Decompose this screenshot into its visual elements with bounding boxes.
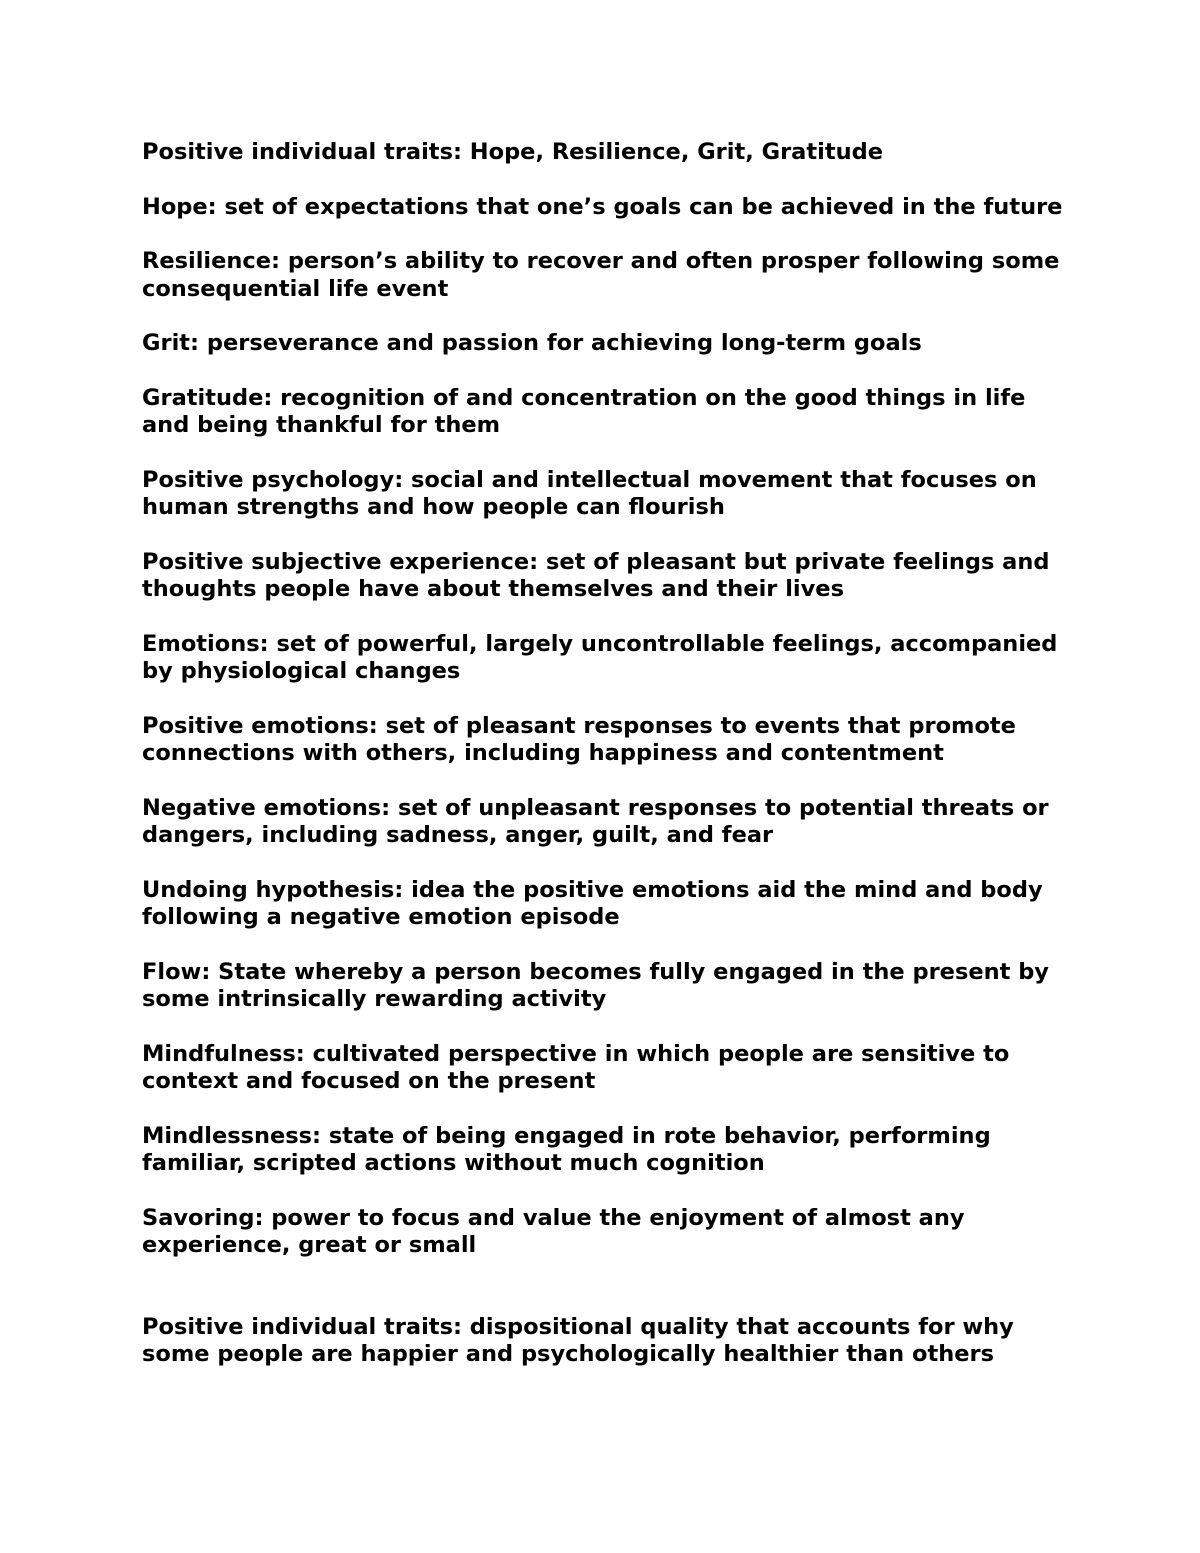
paragraph-gratitude: Gratitude: recognition of and concentration on the good things in life and being thankful for them	[142, 384, 1026, 438]
paragraph-positive-individual-traits-list: Positive individual traits: Hope, Resilience, Grit, Gratitude	[142, 139, 883, 165]
paragraph-positive-emotions: Positive emotions: set of pleasant responses to events that promote connections with others, including happiness and contentment	[142, 712, 1016, 766]
paragraph-positive-individual-traits-definition: Positive individual traits: dispositional quality that accounts for why some people are happier and psychologically healthier than others	[142, 1313, 1014, 1367]
paragraph-positive-psychology: Positive psychology: social and intellectual movement that focuses on human strengths and how people can flourish	[142, 466, 1037, 520]
paragraph-negative-emotions: Negative emotions: set of unpleasant responses to potential threats or dangers, including sadness, anger, guilt, and fear	[142, 794, 1049, 848]
document-body	[142, 139, 1072, 1396]
paragraph-savoring: Savoring: power to focus and value the enjoyment of almost any experience, great or small	[142, 1204, 965, 1258]
paragraph-mindfulness: Mindfulness: cultivated perspective in which people are sensitive to context and focused on the present	[142, 1040, 1010, 1094]
paragraph-mindlessness: Mindlessness: state of being engaged in rote behavior, performing familiar, scripted actions without much cognition	[142, 1122, 991, 1176]
paragraph-emotions: Emotions: set of powerful, largely uncontrollable feelings, accompanied by physiological changes	[142, 630, 1058, 684]
paragraph-hope: Hope: set of expectations that one’s goals can be achieved in the future	[142, 193, 1063, 220]
paragraph-grit: Grit: perseverance and passion for achieving long-term goals	[142, 330, 922, 356]
paragraph-resilience: Resilience: person’s ability to recover and often prosper following some consequential life event	[142, 248, 1060, 302]
paragraph-flow: Flow: State whereby a person becomes fully engaged in the present by some intrinsically rewarding activity	[142, 958, 1049, 1012]
paragraph-undoing-hypothesis: Undoing hypothesis: idea the positive emotions aid the mind and body following a negative emotion episode	[142, 876, 1043, 930]
paragraph-positive-subjective-experience: Positive subjective experience: set of pleasant but private feelings and thoughts people have about themselves and their lives	[142, 548, 1050, 602]
